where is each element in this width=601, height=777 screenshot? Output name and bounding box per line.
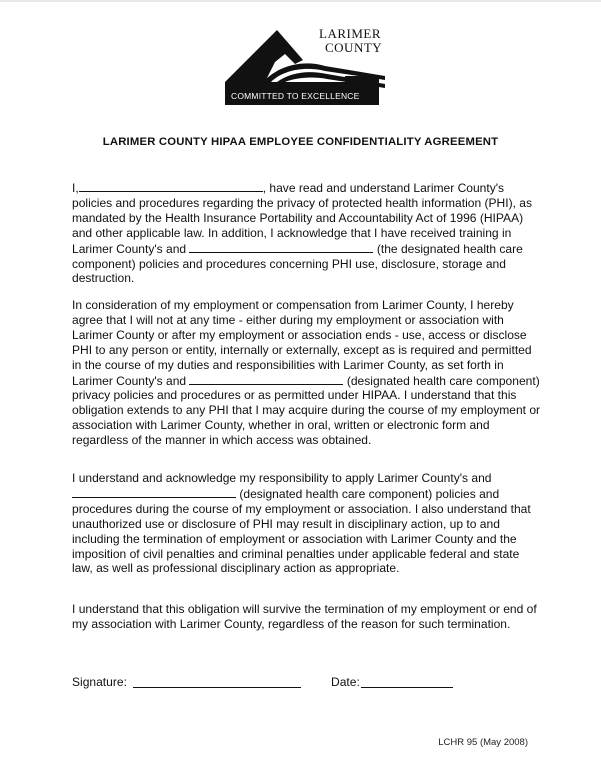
paragraph-3 bbox=[72, 471, 542, 576]
health-care-component-blank-3[interactable] bbox=[72, 486, 236, 498]
paragraph-2 bbox=[72, 298, 542, 448]
logo-text-larimer: LARIMER bbox=[319, 26, 381, 41]
paragraph-1-text-b: , have read and understand Larimer County's policies and procedures regarding the privacy of protected health information (PHI), as mandated by the Health Insurance Portability and Accountability Act of 1996 (HIPAA) and other applicable law. In addition, I acknowledge that I have received training in Larimer County's and bbox=[72, 181, 533, 256]
paragraph-2-text-a: In consideration of my employment or compensation from Larimer County, I hereby agree that I will not at any time - either during my employment or association with Larimer County or after my employment or association ends - use, access or disclose PHI to any person or entity, internally or externally, except as is required and permitted in the course of my duties and responsibilities with Larimer County, as set forth in Larimer County's and bbox=[72, 298, 532, 388]
employee-name-blank[interactable] bbox=[79, 180, 263, 192]
paragraph-3-text-a: I understand and acknowledge my responsibility to apply Larimer County's and bbox=[72, 471, 492, 485]
document-title: LARIMER COUNTY HIPAA EMPLOYEE CONFIDENTIALITY AGREEMENT bbox=[102, 136, 499, 148]
paragraph-2-text-b: (designated health care component) privacy policies and procedures or as permitted under HIPAA. I understand that this obligation extends to any PHI that I may acquire during the course of my employment or association with Larimer County, whether in oral, written or electronic form and regardless of the manner in which access was obtained. bbox=[72, 373, 541, 448]
health-care-component-blank-1[interactable] bbox=[189, 241, 373, 253]
paragraph-4 bbox=[72, 602, 542, 632]
larimer-county-logo bbox=[225, 24, 385, 108]
signature-label: Signature: bbox=[72, 675, 127, 689]
logo-tagline: COMMITTED TO EXCELLENCE bbox=[231, 91, 360, 101]
paragraph-4-text-a: I understand that this obligation will survive the termination of my employment or end of my association with Larimer County, regardless of the reason for such termination. bbox=[72, 602, 537, 631]
signature-line[interactable] bbox=[133, 687, 301, 688]
form-code: LCHR 95 (May 2008) bbox=[438, 737, 528, 748]
date-line[interactable] bbox=[361, 687, 453, 688]
paragraph-3-text-b: (designated health care component) policies and procedures during the course of my employment or association. I also understand that unauthorized use or disclosure of PHI may result in disciplinary action, up to and including the termination of employment or association with Larimer County and the imposition of civil penalties and criminal penalties under applicable federal and state law, as well as professional disciplinary action as appropriate. bbox=[72, 486, 531, 576]
paragraph-1 bbox=[72, 180, 542, 286]
paragraph-1-text-a: I, bbox=[72, 181, 79, 195]
date-label: Date: bbox=[331, 675, 360, 689]
health-care-component-blank-2[interactable] bbox=[189, 373, 343, 385]
top-border bbox=[0, 0, 601, 2]
paragraph-1-text-c: (the designated health care component) policies and procedures concerning PHI use, disclosure, storage and destruction. bbox=[72, 241, 523, 286]
logo-text-county: COUNTY bbox=[325, 40, 383, 55]
